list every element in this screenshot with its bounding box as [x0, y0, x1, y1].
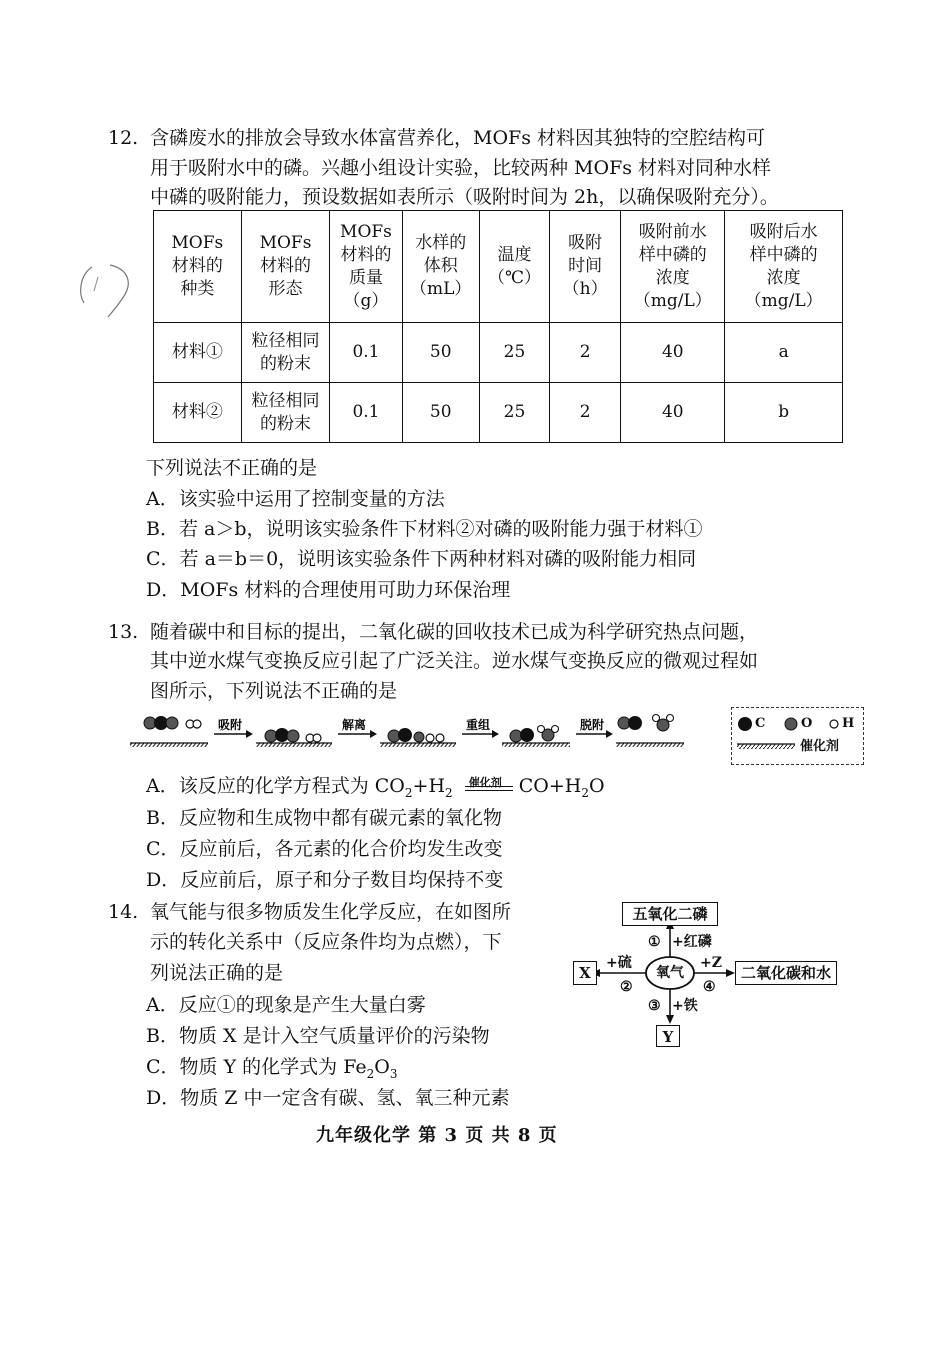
adsorbed-h2 [306, 734, 321, 742]
legend-catalyst: 催化剂 [800, 739, 840, 754]
q13-option-a: A．该反应的化学方程式为 $CO_2+H_2$ 催化剂 $CO+H_2O$ [146, 775, 605, 800]
hydrogen-atom-icon [829, 719, 839, 729]
header-cell: MOFs 材料的 形态 [241, 211, 330, 323]
table-row [154, 383, 843, 443]
q14-number: 14. [108, 901, 139, 923]
table-cell: 50 [402, 383, 479, 443]
co2-molecule [144, 716, 178, 730]
step-label-desorption: 脱附 [580, 718, 605, 732]
label-reaction-3: ③ [648, 998, 661, 1014]
catalyst-icon [737, 742, 795, 750]
q12-line-3: 中磷的吸附能力，预设数据如表所示（吸附时间为 2h，以确保吸附充分）。 [150, 186, 779, 208]
label-sulfur: +硫 [606, 955, 632, 971]
table-cell: 25 [479, 323, 549, 383]
dissociated-atoms [388, 728, 444, 742]
table-cell: 2 [550, 383, 621, 443]
q13-option-b: B．反应物和生成物中都有碳元素的氧化物 [146, 807, 502, 829]
co-molecule [618, 716, 642, 730]
morph-line-2: 的粉末 [260, 353, 312, 374]
q12-number: 12. [108, 127, 139, 149]
q14-option-a: A．反应①的现象是产生大量白雾 [146, 994, 426, 1016]
table-cell: 2 [550, 323, 621, 383]
step-label-adsorption: 吸附 [218, 718, 243, 732]
table-cell: 40 [621, 383, 725, 443]
label-reaction-4: ④ [703, 979, 716, 995]
q12-line-2: 用于吸附水中的磷。兴趣小组设计实验，比较两种 MOFs 材料对同种水样 [150, 157, 772, 179]
label-reaction-1: ① [648, 934, 661, 950]
table-cell: 材料② [154, 383, 242, 443]
reaction-legend [731, 707, 864, 765]
carbon-atom-icon [737, 716, 753, 732]
q12-option-a: A．该实验中运用了控制变量的方法 [146, 488, 445, 510]
table-row [154, 323, 843, 383]
h2-molecule [186, 720, 201, 728]
table-cell: b [725, 383, 843, 443]
q13-number: 13. [108, 621, 139, 643]
legend-c: C [755, 716, 766, 731]
label-z: +Z [700, 955, 722, 971]
q14-line-2: 示的转化关系中（反应条件均为点燃），下 [150, 931, 502, 953]
arrow-dissociation [338, 717, 377, 738]
q14-option-c: C．物质 Y 的化学式为 $Fe_2O_3$ [146, 1056, 398, 1081]
box-x: X [573, 961, 597, 985]
header-cell: 吸附前水 样中磷的 浓度 （mg/L） [621, 211, 725, 323]
catalyst-condition: 催化剂 [463, 773, 515, 799]
box-co2-and-water: 二氧化碳和水 [735, 961, 837, 985]
catalyst-surface [130, 743, 684, 747]
q13-line-3: 图所示，下列说法不正确的是 [150, 680, 398, 702]
arrow-desorption [576, 717, 613, 738]
legend-h: H [842, 716, 855, 731]
table-cell: 材料① [154, 323, 242, 383]
q13-line-2: 其中逆水煤气变换反应引起了广泛关注。逆水煤气变换反应的微观过程如 [150, 650, 759, 672]
table-cell: 40 [621, 323, 725, 383]
label-reaction-2: ② [620, 979, 633, 995]
table-cell: 0.1 [330, 383, 402, 443]
q13-option-c: C．反应前后，各元素的化合价均发生改变 [146, 838, 503, 860]
q12-option-c: C．若 a＝b＝0，说明该实验条件下两种材料对磷的吸附能力相同 [146, 548, 697, 570]
morph-line-1: 粒径相同 [251, 330, 320, 351]
arrow-adsorption [214, 717, 253, 738]
header-cell: MOFs 材料的 种类 [154, 211, 242, 323]
header-cell: 水样的 体积 （mL） [402, 211, 479, 323]
step-label-dissociation: 解离 [342, 718, 367, 732]
mof-data-table [153, 210, 843, 443]
page-footer: 九年级化学 第 3 页 共 8 页 [316, 1125, 558, 1146]
q12-option-b: B．若 a＞b，说明该实验条件下材料②对磷的吸附能力强于材料① [146, 518, 703, 540]
box-phosphorus-pentoxide: 五氧化二磷 [622, 902, 718, 926]
reaction-process-diagram [128, 708, 688, 750]
table-cell: 50 [402, 323, 479, 383]
header-cell: MOFs 材料的 质量 （g） [330, 211, 402, 323]
q14-line-3: 列说法正确的是 [150, 962, 284, 984]
q13-line-1: 随着碳中和目标的提出，二氧化碳的回收技术已成为科学研究热点问题， [150, 621, 759, 643]
morph-line-1: 粒径相同 [251, 390, 320, 411]
table-cell [241, 383, 330, 443]
adsorbed-co2 [265, 728, 299, 742]
step-label-recombination: 重组 [466, 718, 491, 732]
q12-option-d: D．MOFs 材料的合理使用可助力环保治理 [146, 579, 511, 601]
table-cell: a [725, 323, 843, 383]
q14-option-d: D．物质 Z 中一定含有碳、氢、氧三种元素 [146, 1087, 510, 1109]
q12-question: 下列说法不正确的是 [146, 457, 318, 479]
oxygen-atom-icon [784, 717, 798, 731]
label-iron: +铁 [672, 998, 698, 1014]
handwritten-mark [70, 255, 145, 325]
q13-option-d: D．反应前后，原子和分子数目均保持不变 [146, 869, 504, 891]
table-cell: 0.1 [330, 323, 402, 383]
q14-option-b: B．物质 X 是计入空气质量评价的污染物 [146, 1025, 490, 1047]
equals-sign [465, 786, 513, 791]
arrow-recombination [462, 717, 499, 738]
morph-line-2: 的粉末 [260, 413, 312, 434]
table-cell [241, 323, 330, 383]
h2o-molecule [653, 715, 674, 732]
oxygen-center-label: 氧气 [656, 965, 684, 981]
header-cell: 吸附 时间 （h） [550, 211, 621, 323]
label-red-phosphorus: +红磷 [672, 934, 712, 950]
legend-o: O [801, 716, 813, 731]
header-cell: 温度 （℃） [479, 211, 549, 323]
q14-line-1: 氧气能与很多物质发生化学反应，在如图所 [150, 901, 512, 923]
q12-line-1: 含磷废水的排放会导致水体富营养化，MOFs 材料因其独特的空腔结构可 [150, 127, 766, 149]
table-header-row [154, 211, 843, 323]
recombined-molecules [510, 726, 559, 743]
box-y: Y [656, 1025, 680, 1047]
table-cell: 25 [479, 383, 549, 443]
header-cell: 吸附后水 样中磷的 浓度 （mg/L） [725, 211, 843, 323]
